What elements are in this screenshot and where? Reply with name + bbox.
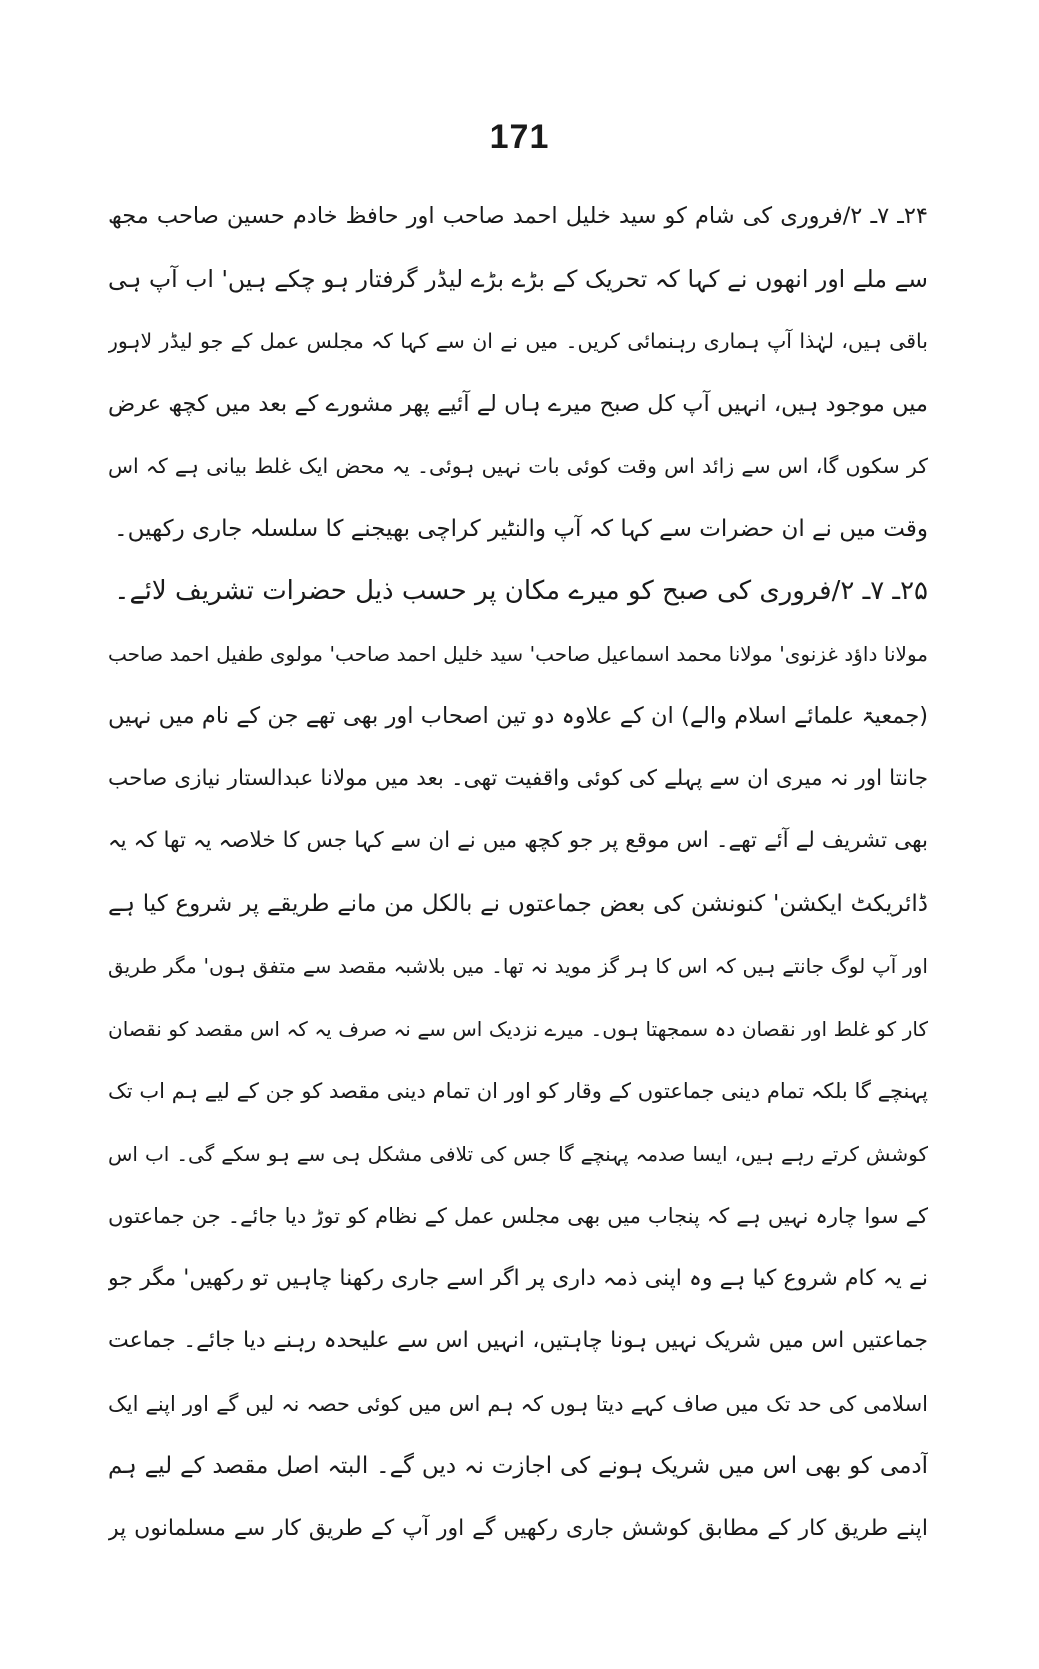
text-line: وقت میں نے ان حضرات سے کہا کہ آپ والنٹیر کراچی بھیجنے کا سلسلہ جاری رکھیں۔ xyxy=(114,515,928,542)
text-line: کر سکوں گا، اس سے زائد اس وقت کوئی بات نہیں ہوئی۔ یہ محض ایک غلط بیانی ہے کہ اس xyxy=(108,454,928,478)
text-line: جانتا اور نہ میری ان سے پہلے کی کوئی واقفیت تھی۔ بعد میں مولانا عبدالستار نیازی صاحب xyxy=(108,765,928,791)
text-line: بھی تشریف لے آئے تھے۔ اس موقع پر جو کچھ میں نے ان سے کہا جس کا خلاصہ یہ تھا کہ یہ xyxy=(108,828,928,853)
text-line: پہنچے گا بلکہ تمام دینی جماعتوں کے وقار کو اور ان تمام دینی مقصد کو جن کے لیے ہم اب تک xyxy=(108,1079,928,1103)
text-line: مولانا داؤد غزنوی' مولانا محمد اسماعیل صاحب' سید خلیل احمد صاحب' مولوی طفیل احمد صاحب xyxy=(108,641,928,666)
text-line: کوشش کرتے رہے ہیں، ایسا صدمہ پہنچے گا جس کی تلافی مشکل ہی سے ہو سکے گی۔ اب اس xyxy=(108,1141,928,1166)
text-line: ۲۴ـ ۷ـ ۲/فروری کی شام کو سید خلیل احمد صاحب اور حافظ خادم حسین صاحب مجھ xyxy=(108,203,928,229)
text-line: اپنے طریق کار کے مطابق کوشش جاری رکھیں گے اور آپ کے طریق کار سے مسلمانوں پر xyxy=(108,1515,928,1541)
page-number: 171 xyxy=(489,118,550,156)
text-line: ڈائریکٹ ایکشن' کنونشن کی بعض جماعتوں نے بالکل من مانے طریقے پر شروع کیا ہے xyxy=(108,890,928,917)
text-line: (جمعیۃ علمائے اسلام والے) ان کے علاوہ دو تین اصحاب اور بھی تھے جن کے نام میں نہیں xyxy=(108,703,928,729)
text-line: اور آپ لوگ جانتے ہیں کہ اس کا ہر گز موید نہ تھا۔ میں بلاشبہ مقصد سے متفق ہوں' مگر طریق xyxy=(108,954,928,978)
text-line: میں موجود ہیں، انہیں آپ کل صبح میرے ہاں لے آئیے پھر مشورے کے بعد میں کچھ عرض xyxy=(108,390,928,417)
text-line: جماعتیں اس میں شریک نہیں ہونا چاہتیں، انہیں اس سے علیحدہ رہنے دیا جائے۔ جماعت xyxy=(108,1328,928,1353)
text-line: نے یہ کام شروع کیا ہے وہ اپنی ذمہ داری پر اگر اسے جاری رکھنا چاہیں تو رکھیں' مگر جو xyxy=(108,1265,928,1291)
body-text xyxy=(108,185,928,1560)
text-line: کار کو غلط اور نقصان دہ سمجھتا ہوں۔ میرے نزدیک اس سے نہ صرف یہ کہ اس مقصد کو نقصان xyxy=(108,1016,928,1041)
text-line: آدمی کو بھی اس میں شریک ہونے کی اجازت نہ دیں گے۔ البتہ اصل مقصد کے لیے ہم xyxy=(108,1453,928,1479)
text-line: اسلامی کی حد تک میں صاف کہے دیتا ہوں کہ ہم اس میں کوئی حصہ نہ لیں گے اور اپنے ایک xyxy=(108,1391,928,1416)
text-line: ۲۵ـ ۷ـ ۲/فروری کی صبح کو میرے مکان پر حسب ذیل حضرات تشریف لائے۔ xyxy=(114,576,928,606)
text-line: کے سوا چارہ نہیں ہے کہ پنجاب میں بھی مجلس عمل کے نظام کو توڑ دیا جائے۔ جن جماعتوں xyxy=(108,1204,928,1228)
text-line: باقی ہیں، لہٰذا آپ ہماری رہنمائی کریں۔ میں نے ان سے کہا کہ مجلس عمل کے جو لیڈر لاہور xyxy=(108,329,928,353)
text-line: سے ملے اور انھوں نے کہا کہ تحریک کے بڑے بڑے لیڈر گرفتار ہو چکے ہیں' اب آپ ہی xyxy=(108,264,928,293)
